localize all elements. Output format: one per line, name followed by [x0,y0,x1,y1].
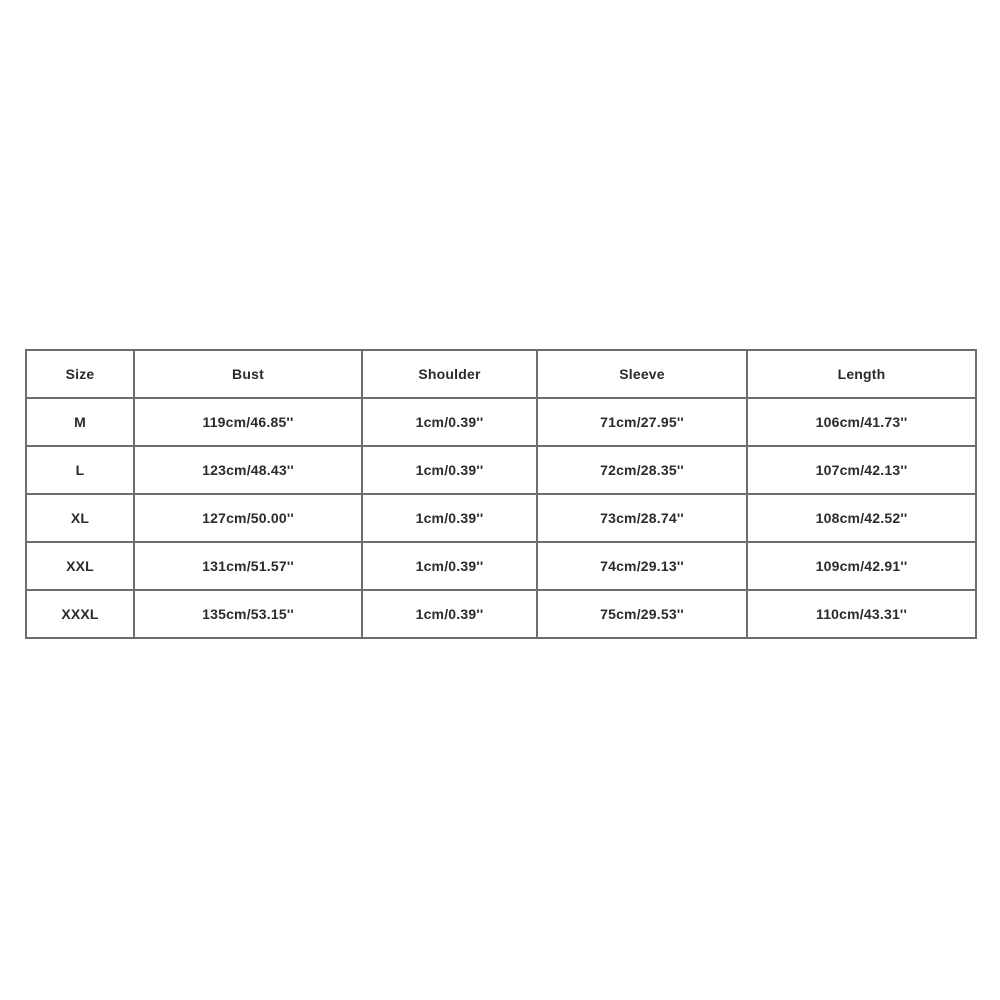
table-row [26,590,976,638]
size-cell: XXL [26,542,134,590]
sleeve-cell: 71cm/27.95'' [537,398,747,446]
length-cell: 109cm/42.91'' [747,542,976,590]
length-cell: 107cm/42.13'' [747,446,976,494]
header-shoulder: Shoulder [362,350,537,398]
shoulder-cell: 1cm/0.39'' [362,398,537,446]
header-row [26,350,976,398]
size-chart-table [25,349,977,639]
size-cell: M [26,398,134,446]
header-length: Length [747,350,976,398]
sleeve-cell: 75cm/29.53'' [537,590,747,638]
sleeve-cell: 74cm/29.13'' [537,542,747,590]
sleeve-cell: 73cm/28.74'' [537,494,747,542]
bust-cell: 127cm/50.00'' [134,494,362,542]
length-cell: 110cm/43.31'' [747,590,976,638]
table-row [26,542,976,590]
bust-cell: 131cm/51.57'' [134,542,362,590]
shoulder-cell: 1cm/0.39'' [362,446,537,494]
header-sleeve: Sleeve [537,350,747,398]
shoulder-cell: 1cm/0.39'' [362,590,537,638]
bust-cell: 123cm/48.43'' [134,446,362,494]
header-size: Size [26,350,134,398]
size-cell: XXXL [26,590,134,638]
length-cell: 108cm/42.52'' [747,494,976,542]
table-row [26,398,976,446]
shoulder-cell: 1cm/0.39'' [362,542,537,590]
bust-cell: 119cm/46.85'' [134,398,362,446]
length-cell: 106cm/41.73'' [747,398,976,446]
size-cell: L [26,446,134,494]
table-row [26,494,976,542]
header-bust: Bust [134,350,362,398]
bust-cell: 135cm/53.15'' [134,590,362,638]
sleeve-cell: 72cm/28.35'' [537,446,747,494]
size-cell: XL [26,494,134,542]
table-row [26,446,976,494]
shoulder-cell: 1cm/0.39'' [362,494,537,542]
